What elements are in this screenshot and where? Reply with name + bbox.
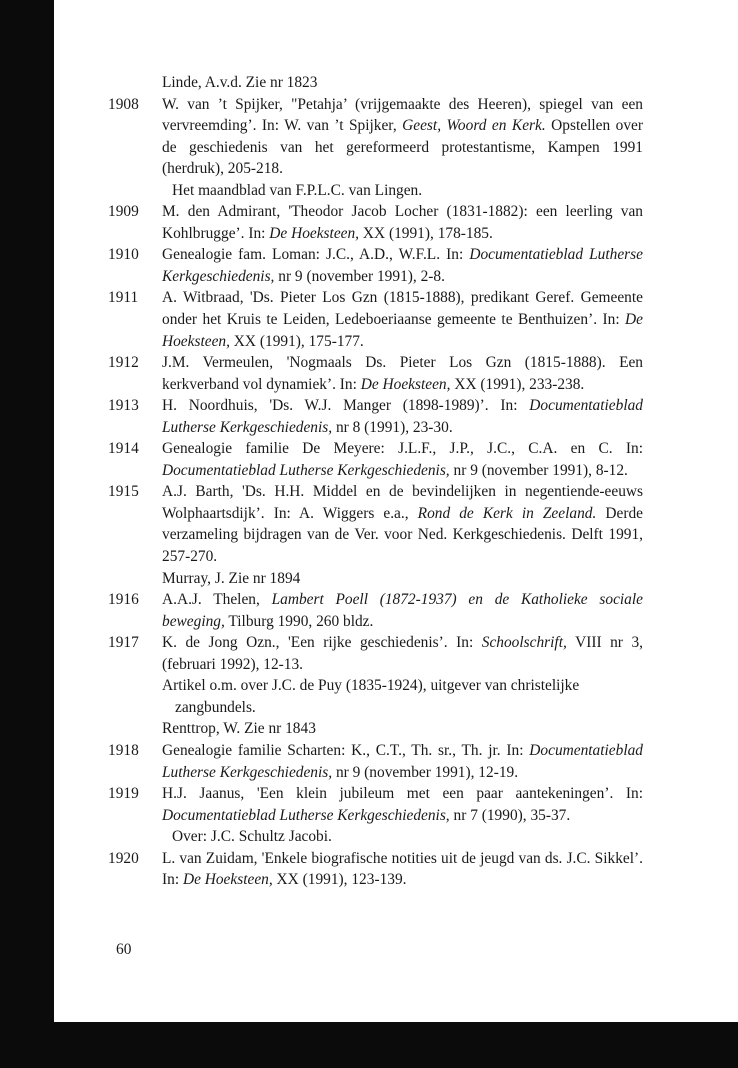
entry-1914: [108, 438, 643, 481]
entry-1920: [108, 848, 643, 891]
entry-number: 1915: [108, 483, 139, 501]
cross-reference-linde: Linde, A.v.d. Zie nr 1823: [162, 74, 318, 91]
entry-1911: [108, 287, 643, 352]
entry-1919: [108, 783, 643, 826]
entry-number: 1918: [108, 741, 139, 759]
page-number: 60: [116, 941, 132, 958]
scan-margin-right: [728, 0, 738, 1068]
entry-number: 1917: [108, 634, 139, 652]
entry-1917: [108, 632, 643, 675]
entry-number: 1909: [108, 203, 139, 221]
cross-reference-murray: Murray, J. Zie nr 1894: [162, 569, 301, 587]
entry-number: 1916: [108, 591, 139, 609]
scan-border-left: [0, 0, 54, 1068]
entry-number: 1911: [108, 289, 139, 307]
entry-1916: [108, 589, 643, 632]
entry-1909: [108, 201, 643, 244]
entry-number: 1914: [108, 440, 139, 458]
entry-number: 1912: [108, 354, 139, 372]
bibliography-list: [108, 72, 643, 891]
entry-text: Genealogie familie De Meyere: J.L.F., J.P., J.C., C.A. en C. In: Documentatieblad Lutherse Kerkgeschiedenis, nr 9 (november 1991), 8-12.: [162, 440, 643, 479]
entry-1915: [108, 481, 643, 567]
entry-note-1919: Over: J.C. Schultz Jacobi.: [172, 828, 332, 846]
entry-text: A. Witbraad, 'Ds. Pieter Los Gzn (1815-1888), predikant Geref. Gemeente onder het Kruis te Leiden, Ledeboeriaanse gemeente te Benthuizen’. In: De Hoeksteen, XX (1991), 175-177.: [162, 289, 643, 350]
entry-text: H. Noordhuis, 'Ds. W.J. Manger (1898-1989)’. In: Documentatieblad Lutherse Kerkgeschiedenis, nr 8 (1991), 23-30.: [162, 397, 643, 436]
entry-number: 1910: [108, 246, 139, 264]
entry-text: J.M. Vermeulen, 'Nogmaals Ds. Pieter Los Gzn (1815-1888). Een kerkverband vol dynamiek’. In: De Hoeksteen, XX (1991), 233-238.: [162, 354, 643, 393]
entry-1913: [108, 395, 643, 438]
entry-note-1917: Artikel o.m. over J.C. de Puy (1835-1924), uitgever van christelijke zangbundels.: [162, 677, 580, 716]
entry-text: A.A.J. Thelen, Lambert Poell (1872-1937) en de Katholieke sociale beweging, Tilburg 1990, 260 bldz.: [162, 591, 643, 630]
entry-text: L. van Zuidam, 'Enkele biografische notities uit de jeugd van ds. J.C. Sikkel’. In: De Hoeksteen, XX (1991), 123-139.: [162, 849, 643, 889]
entry-1918: [108, 740, 643, 783]
entry-number: 1913: [108, 397, 139, 415]
entry-text: Genealogie fam. Loman: J.C., A.D., W.F.L. In: Documentatieblad Lutherse Kerkgeschiedenis, nr 9 (november 1991), 2-8.: [162, 246, 643, 285]
entry-1910: [108, 244, 643, 287]
entry-text: H.J. Jaanus, 'Een klein jubileum met een paar aantekeningen’. In: Documentatieblad Lutherse Kerkgeschiedenis, nr 7 (1990), 35-37.: [162, 785, 643, 824]
entry-text: K. de Jong Ozn., 'Een rijke geschiedenis’. In: Schoolschrift, VIII nr 3, (februari 1992), 12-13.: [162, 634, 643, 673]
entry-1908: [108, 94, 643, 180]
entry-text: W. van ’t Spijker, "Petahja’ (vrijgemaakte des Heeren), spiegel van een vervreemding’. In: W. van ’t Spijker, Geest, Woord en Kerk. Opstellen over de geschiedenis van het gereformeerd protestantisme, Kampen 1991 (herdruk), 205-218.: [162, 95, 644, 178]
entry-text: M. den Admirant, 'Theodor Jacob Locher (1831-1882): een leerling van Kohlbrugge’. In: De Hoeksteen, XX (1991), 178-185.: [162, 203, 643, 242]
scan-border-bottom: [0, 1022, 738, 1068]
entry-text: Genealogie familie Scharten: K., C.T., Th. sr., Th. jr. In: Documentatieblad Lutherse Kerkgeschiedenis, nr 9 (november 1991), 12-19.: [162, 741, 643, 781]
entry-number: 1919: [108, 785, 139, 803]
entry-number: 1908: [108, 95, 139, 113]
entry-number: 1920: [108, 849, 139, 867]
entry-text: A.J. Barth, 'Ds. H.H. Middel en de bevindelijken in negentiende-eeuws Wolphaartsdijk’. In: A. Wiggers e.a., Rond de Kerk in Zeeland. Derde verzameling bijdragen van de Ver. voor Ned. Kerkgeschiedenis. Delft 1991, 257-270.: [162, 483, 643, 566]
entry-1912: [108, 352, 643, 395]
cross-reference-renttrop: Renttrop, W. Zie nr 1843: [162, 720, 316, 738]
entry-note-1908: Het maandblad van F.P.L.C. van Lingen.: [172, 181, 423, 199]
